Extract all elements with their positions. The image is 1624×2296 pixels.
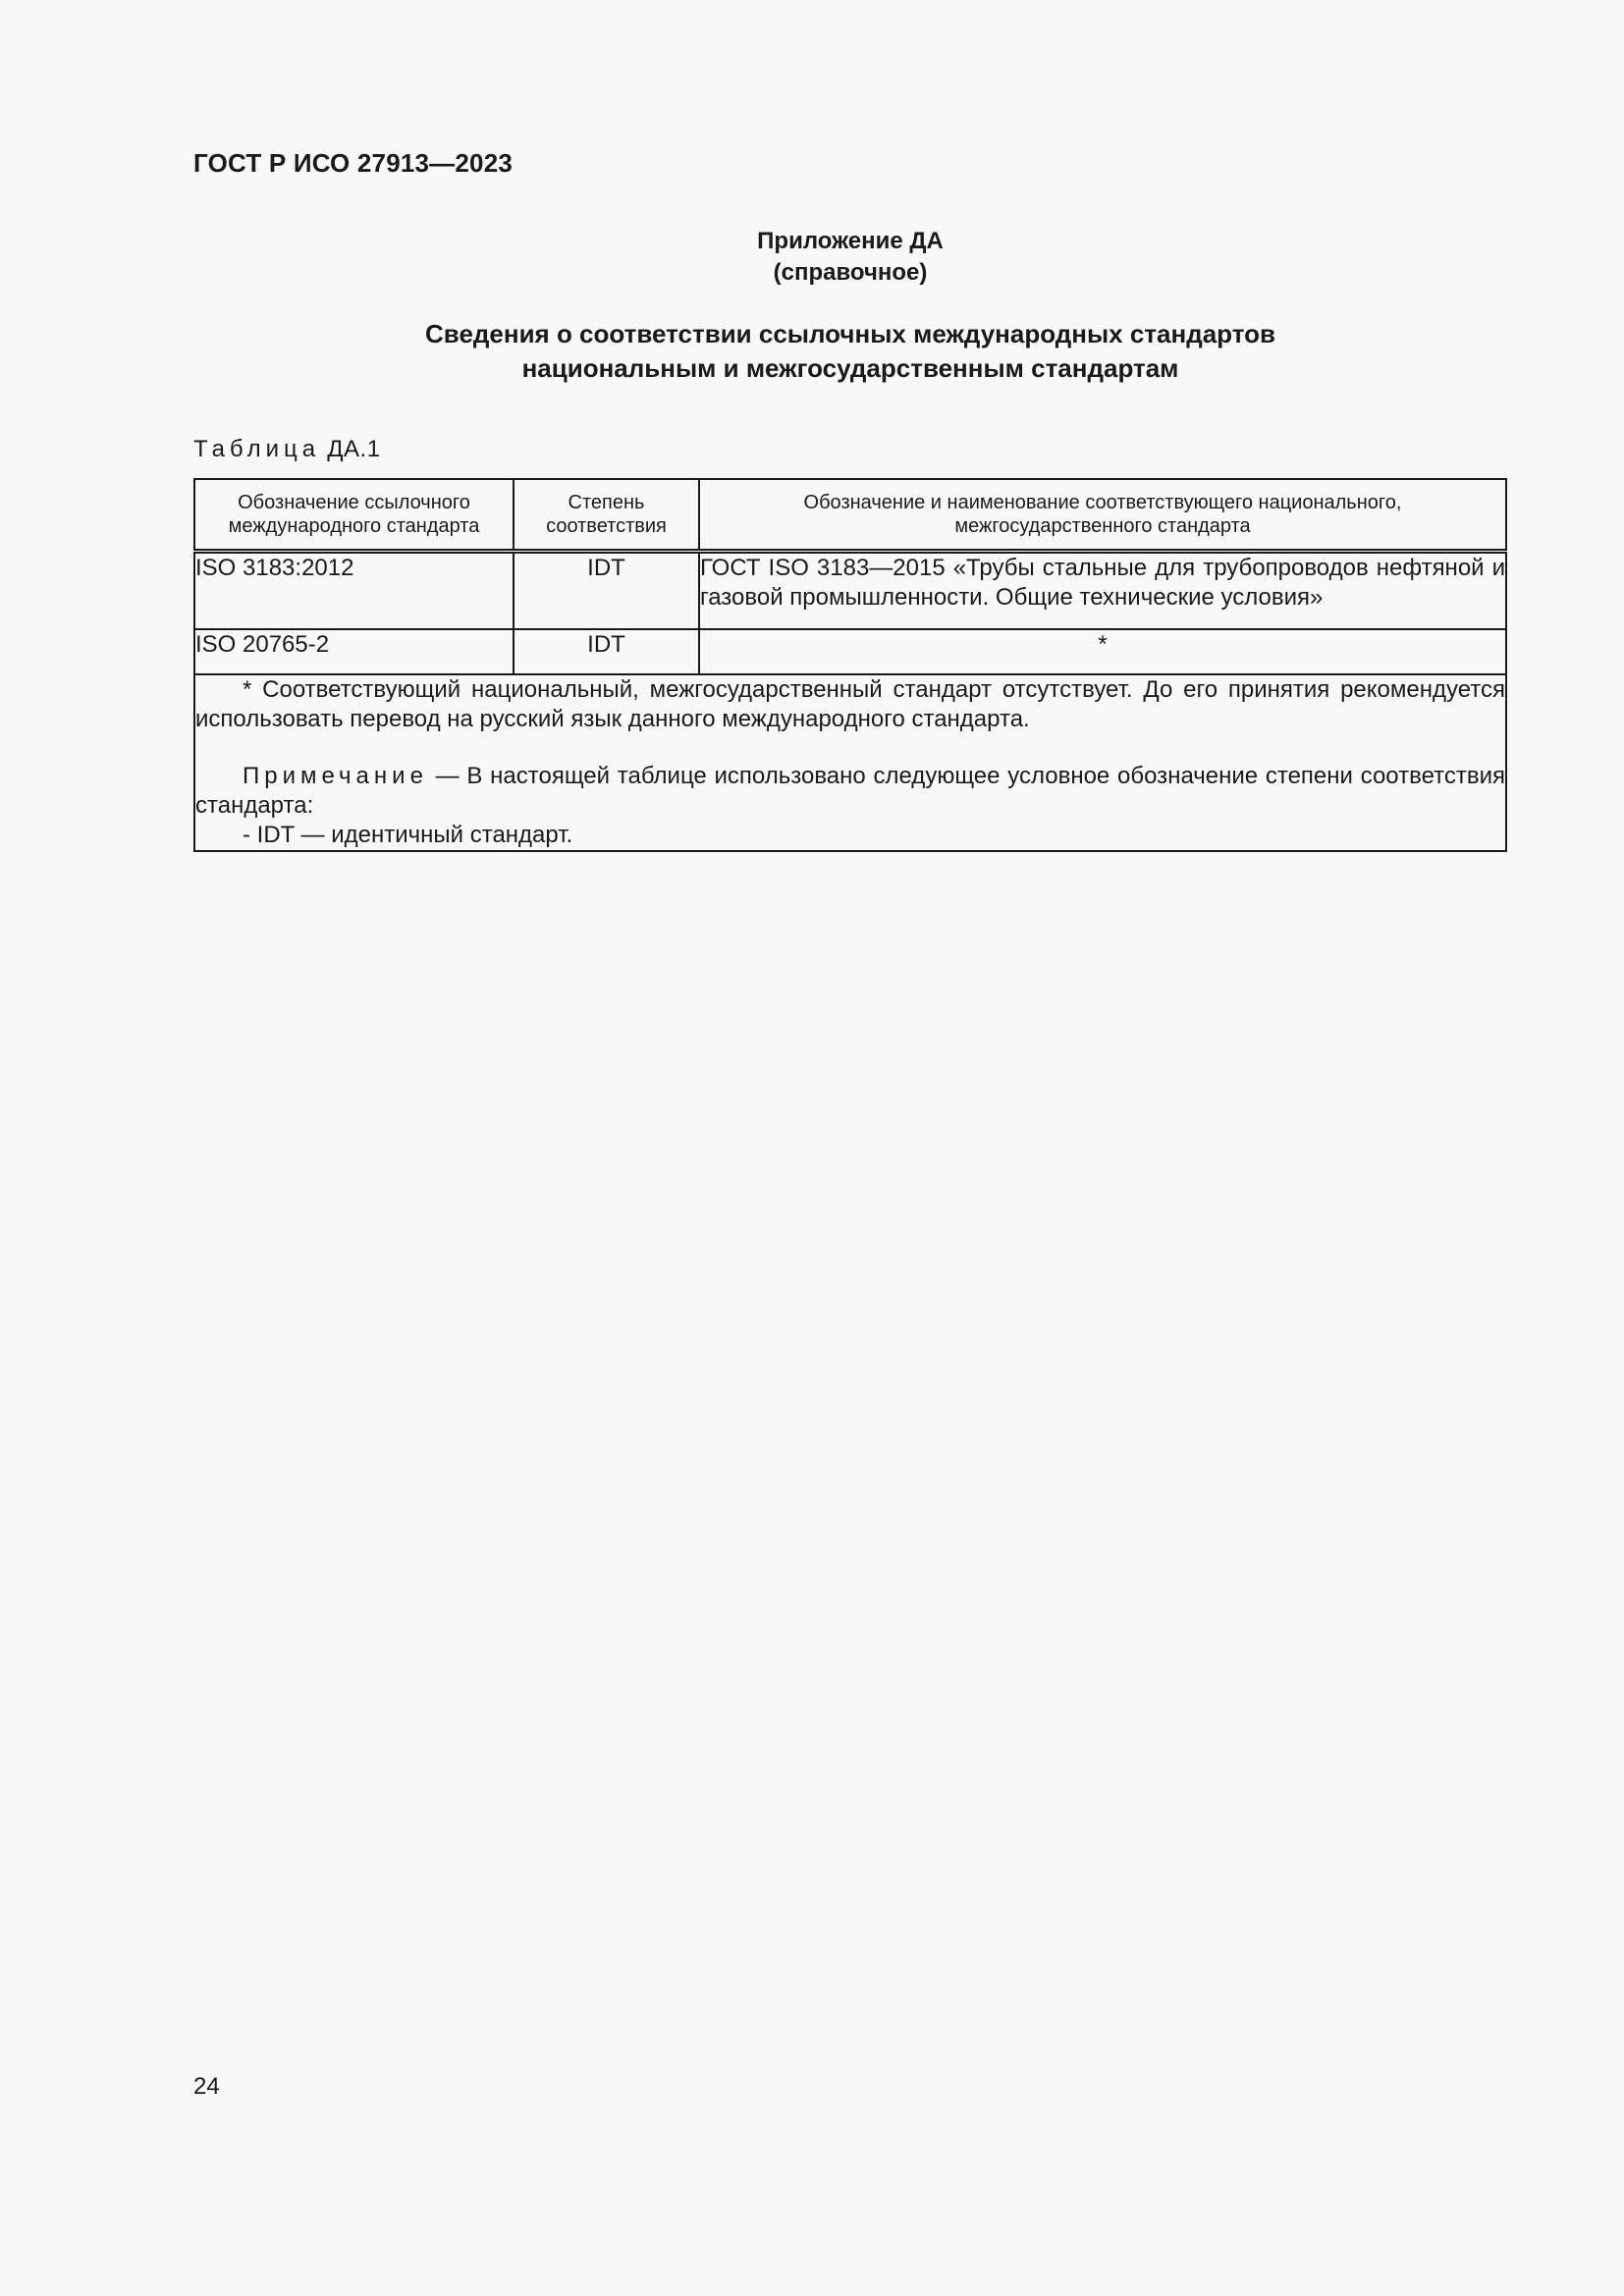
note-label: Примечание xyxy=(243,763,428,789)
note xyxy=(195,762,1505,821)
document-id: ГОСТ Р ИСО 27913—2023 xyxy=(193,148,514,178)
header-col3-line1: Обозначение и наименование соответствующего национального, xyxy=(803,492,1402,513)
standards-table xyxy=(193,478,1507,852)
table-caption-word: Таблица xyxy=(193,436,321,462)
cell-national-standard: ГОСТ ISO 3183—2015 «Трубы стальные для трубопроводов нефтяной и газовой промышленности. Общие технические условия» xyxy=(699,552,1506,630)
footnote: * Соответствующий национальный, межгосударственный стандарт отсутствует. До его принятия рекомендуется использовать перевод на русский язык данного международного стандарта. xyxy=(195,676,1505,732)
cell-ref-standard: ISO 20765-2 xyxy=(194,629,514,674)
section-title xyxy=(193,317,1507,386)
section-title-line1: Сведения о соответствии ссылочных международных стандартов xyxy=(425,319,1275,348)
header-national-standard xyxy=(699,479,1506,552)
table-caption-number: ДА.1 xyxy=(327,436,381,462)
page-number: 24 xyxy=(193,2073,220,2100)
table-notes xyxy=(194,674,1506,851)
header-degree xyxy=(514,479,699,552)
table-row xyxy=(194,629,1506,674)
header-col3-line2: межгосударственного стандарта xyxy=(954,515,1251,537)
annex-title: Приложение ДА xyxy=(757,228,944,254)
cell-national-standard: * xyxy=(699,629,1506,674)
section-title-line2: национальным и межгосударственным стандартам xyxy=(521,353,1179,383)
cell-degree: IDT xyxy=(514,629,699,674)
header-col1-line1: Обозначение ссылочного xyxy=(238,492,470,513)
header-col2-line2: соответствия xyxy=(546,515,667,537)
annex-subtitle: (справочное) xyxy=(773,259,928,286)
table-caption xyxy=(193,436,381,463)
cell-degree: IDT xyxy=(514,552,699,630)
header-ref-standard xyxy=(194,479,514,552)
header-col1-line2: международного стандарта xyxy=(228,515,480,537)
cell-ref-standard: ISO 3183:2012 xyxy=(194,552,514,630)
annex-heading xyxy=(193,226,1507,289)
header-col2-line1: Степень xyxy=(568,492,645,513)
note-text: — В настоящей таблице использовано следующее условное обозначение степени соответствия стандарта: xyxy=(195,763,1505,819)
table-notes-row xyxy=(194,674,1506,851)
table-row xyxy=(194,552,1506,630)
note-item: - IDT — идентичный стандарт. xyxy=(243,822,573,848)
table-header-row xyxy=(194,479,1506,552)
